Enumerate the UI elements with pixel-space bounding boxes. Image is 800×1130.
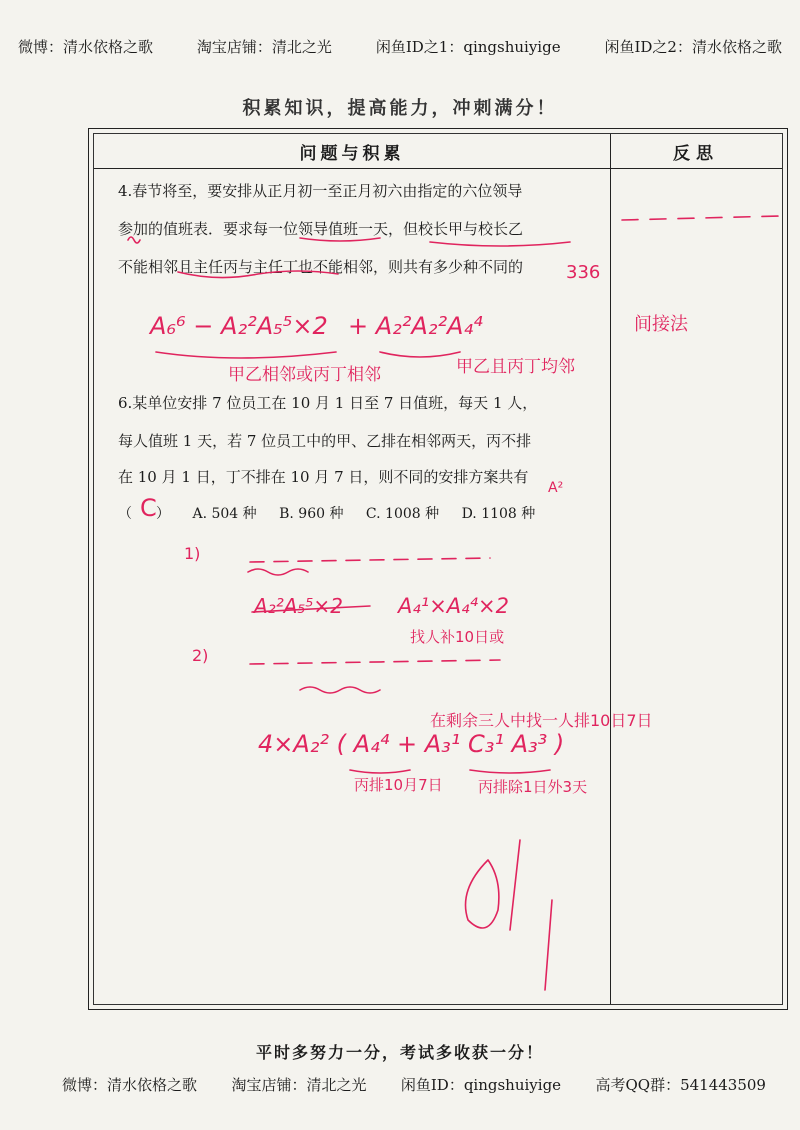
q6-chosen-answer: C — [140, 494, 157, 522]
q6-note-2: 找人补10日或 — [410, 628, 505, 646]
footer-weibo: 微博：清水依格之歌 — [62, 1076, 198, 1094]
footer-xianyu: 闲鱼ID：qingshuiyige — [400, 1076, 562, 1094]
column-header-reflection: 反思 — [673, 143, 719, 164]
q6-expression-3: 4×A₂² ( A₄⁴ + A₃¹ C₃¹ A₃³ ) — [258, 730, 565, 758]
motto-bottom: 平时多努力一分，考试多收获一分！ — [255, 1043, 544, 1062]
q4-margin-mark — [128, 237, 140, 243]
q6-dash-1 — [250, 558, 490, 562]
q4-expression-right: + A₂²A₂²A₄⁴ — [348, 312, 483, 340]
q6-note-4: 丙排10月7日 — [354, 776, 443, 794]
column-header-questions: 问题与积累 — [299, 143, 405, 164]
q6-option-a: A. 504 种 — [192, 506, 257, 522]
q4-line-3: 不能相邻且主任丙与主任丁也不能相邻，则共有多少种不同的 — [118, 258, 524, 276]
q6-step-1-label: 1) — [184, 544, 201, 563]
page-footer — [62, 1074, 766, 1095]
q6-option-c: C. 1008 种 — [365, 506, 440, 522]
q6-side-mark: A² — [548, 480, 564, 496]
q6-paren-close: ） — [156, 506, 170, 522]
header-taobao: 淘宝店铺：清北之光 — [196, 38, 332, 56]
q6-dash-2 — [250, 660, 500, 664]
reflection-method-note: 间接法 — [634, 314, 688, 335]
motto-top: 积累知识，提高能力，冲刺满分！ — [242, 98, 558, 119]
q4-underline-duty — [300, 238, 380, 241]
q4-line-1: 4.春节将至，要安排从正月初一至正月初六由指定的六位领导 — [118, 182, 523, 200]
q6-wave-1 — [248, 569, 308, 575]
footer-taobao: 淘宝店铺：清北之光 — [231, 1076, 367, 1094]
footer-qq-group: 高考QQ群：541443509 — [595, 1076, 766, 1094]
header-xianyu-2: 闲鱼ID之2：清水依格之歌 — [604, 38, 782, 56]
q6-wave-2 — [300, 687, 380, 693]
q6-brace-1 — [350, 770, 410, 773]
q6-option-d: D. 1108 种 — [461, 506, 536, 522]
q6-line-2: 每人值班 1 天，若 7 位员工中的甲、乙排在相邻两天，丙不排 — [118, 432, 532, 450]
q6-paren-open: （ — [118, 506, 132, 522]
q4-note-adjacent: 甲乙相邻或丙丁相邻 — [228, 365, 381, 385]
q4-bracket-left — [156, 352, 336, 358]
header-xianyu-1: 闲鱼ID之1：qingshuiyige — [375, 38, 561, 56]
q6-step-2-label: 2) — [192, 646, 209, 665]
q6-note-5: 丙排除1日外3天 — [478, 778, 588, 796]
q6-expression-2: A₄¹×A₄⁴×2 — [398, 594, 509, 618]
q4-bracket-right — [380, 352, 460, 357]
q4-answer-336: 336 — [566, 262, 601, 283]
q4-note-both-adjacent: 甲乙且丙丁均邻 — [456, 357, 575, 377]
q6-line-1: 6.某单位安排 7 位员工在 10 月 1 日至 7 日值班，每天 1 人， — [118, 394, 538, 412]
header-weibo: 微博：清水依格之歌 — [18, 38, 154, 56]
q4-underline-directors — [178, 271, 338, 278]
q6-option-b: B. 960 种 — [279, 506, 344, 522]
q6-crossed-expression: A₂²A₅⁵×2 — [254, 594, 343, 618]
q6-brace-2 — [470, 770, 550, 773]
q4-line-2: 参加的值班表．要求每一位领导值班一天，但校长甲与校长乙 — [118, 220, 524, 238]
q4-expression-left: A₆⁶ − A₂²A₅⁵×2 — [150, 312, 328, 340]
q6-note-3: 在剩余三人中找一人排10日7日 — [430, 711, 653, 730]
reflection-dash-line — [622, 216, 780, 220]
q4-underline-principals — [430, 242, 570, 246]
q6-line-3: 在 10 月 1 日，丁不排在 10 月 7 日，则不同的安排方案共有 — [118, 468, 529, 486]
